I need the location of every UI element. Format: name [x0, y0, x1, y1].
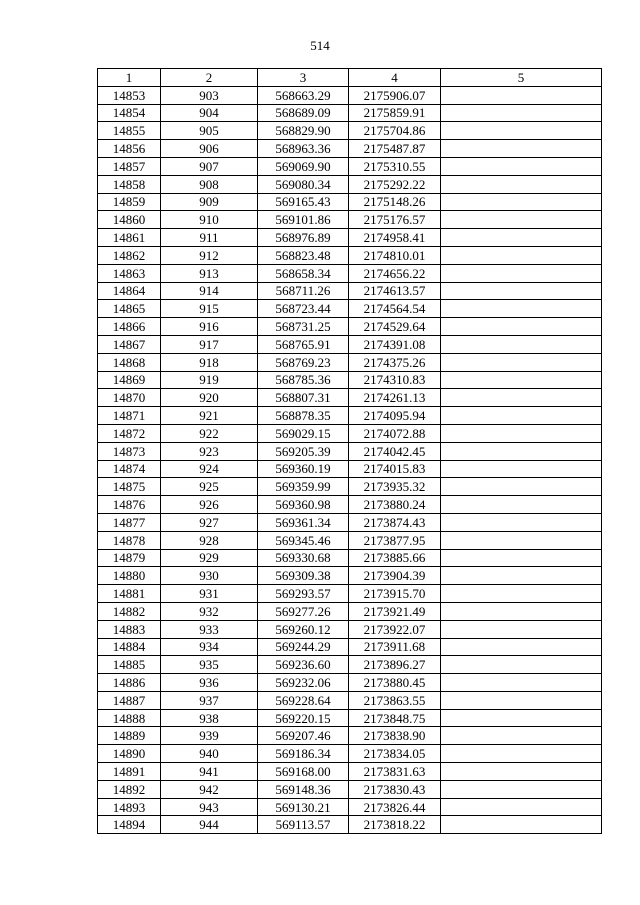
table-cell-col-3: 569309.38 — [258, 567, 349, 585]
table-cell-col-3: 569359.99 — [258, 478, 349, 496]
table-row — [98, 318, 602, 336]
table-cell-col-3: 568785.36 — [258, 371, 349, 389]
table-row — [98, 300, 602, 318]
table-cell-col-4: 2174564.54 — [349, 300, 441, 318]
table-cell-col-4: 2173896.27 — [349, 656, 441, 674]
table-cell-col-5 — [441, 442, 602, 460]
table-cell-col-1: 14862 — [98, 246, 161, 264]
table-cell-col-4: 2173922.07 — [349, 620, 441, 638]
table-cell-col-2: 925 — [161, 478, 258, 496]
table-cell-col-4: 2174015.83 — [349, 460, 441, 478]
table-cell-col-1: 14889 — [98, 727, 161, 745]
table-cell-col-2: 924 — [161, 460, 258, 478]
table-cell-col-1: 14881 — [98, 585, 161, 603]
table-cell-col-2: 927 — [161, 513, 258, 531]
table-cell-col-4: 2173904.39 — [349, 567, 441, 585]
table-cell-col-3: 568769.23 — [258, 353, 349, 371]
table-cell-col-5 — [441, 585, 602, 603]
table-cell-col-4: 2173935.32 — [349, 478, 441, 496]
table-cell-col-4: 2174310.83 — [349, 371, 441, 389]
table-row — [98, 727, 602, 745]
table-cell-col-1: 14887 — [98, 691, 161, 709]
table-row — [98, 478, 602, 496]
table-cell-col-5 — [441, 211, 602, 229]
table-row — [98, 674, 602, 692]
table-cell-col-5 — [441, 157, 602, 175]
table-cell-col-1: 14875 — [98, 478, 161, 496]
table-cell-col-3: 569277.26 — [258, 602, 349, 620]
table-cell-col-5 — [441, 460, 602, 478]
table-cell-col-2: 911 — [161, 229, 258, 247]
table-cell-col-1: 14861 — [98, 229, 161, 247]
table-cell-col-5 — [441, 620, 602, 638]
table-cell-col-1: 14859 — [98, 193, 161, 211]
table-cell-col-2: 931 — [161, 585, 258, 603]
table-cell-col-2: 904 — [161, 104, 258, 122]
table-cell-col-1: 14877 — [98, 513, 161, 531]
column-header-5: 5 — [441, 69, 602, 87]
table-cell-col-3: 569207.46 — [258, 727, 349, 745]
table-row — [98, 513, 602, 531]
table-row — [98, 157, 602, 175]
table-row — [98, 175, 602, 193]
table-cell-col-5 — [441, 353, 602, 371]
table-cell-col-3: 569236.60 — [258, 656, 349, 674]
table-cell-col-3: 569168.00 — [258, 763, 349, 781]
table-cell-col-5 — [441, 496, 602, 514]
table-cell-col-2: 937 — [161, 691, 258, 709]
table-cell-col-3: 569228.64 — [258, 691, 349, 709]
table-row — [98, 798, 602, 816]
table-cell-col-1: 14890 — [98, 745, 161, 763]
table-cell-col-2: 909 — [161, 193, 258, 211]
table-cell-col-4: 2173818.22 — [349, 816, 441, 834]
table-cell-col-5 — [441, 407, 602, 425]
table-cell-col-3: 568663.29 — [258, 86, 349, 104]
column-header-4: 4 — [349, 69, 441, 87]
table-cell-col-4: 2173826.44 — [349, 798, 441, 816]
table-cell-col-4: 2174656.22 — [349, 264, 441, 282]
table-cell-col-5 — [441, 424, 602, 442]
table-cell-col-5 — [441, 798, 602, 816]
table-cell-col-5 — [441, 140, 602, 158]
table-cell-col-4: 2174095.94 — [349, 407, 441, 425]
table-cell-col-1: 14878 — [98, 531, 161, 549]
table-cell-col-2: 921 — [161, 407, 258, 425]
table-cell-col-3: 568829.90 — [258, 122, 349, 140]
table-cell-col-3: 569232.06 — [258, 674, 349, 692]
table-row — [98, 602, 602, 620]
table-cell-col-2: 932 — [161, 602, 258, 620]
table-cell-col-1: 14874 — [98, 460, 161, 478]
table-cell-col-3: 569220.15 — [258, 709, 349, 727]
table-cell-col-4: 2173880.45 — [349, 674, 441, 692]
table-row — [98, 140, 602, 158]
table-cell-col-1: 14853 — [98, 86, 161, 104]
table-cell-col-4: 2174613.57 — [349, 282, 441, 300]
table-cell-col-4: 2173880.24 — [349, 496, 441, 514]
table-cell-col-2: 940 — [161, 745, 258, 763]
table-row — [98, 86, 602, 104]
table-cell-col-5 — [441, 318, 602, 336]
table-cell-col-4: 2174391.08 — [349, 335, 441, 353]
table-cell-col-3: 569101.86 — [258, 211, 349, 229]
table-cell-col-4: 2173831.63 — [349, 763, 441, 781]
table-cell-col-3: 569029.15 — [258, 424, 349, 442]
table-cell-col-1: 14872 — [98, 424, 161, 442]
table-cell-col-4: 2173915.70 — [349, 585, 441, 603]
table-cell-col-5 — [441, 763, 602, 781]
table-row — [98, 104, 602, 122]
table-cell-col-4: 2174261.13 — [349, 389, 441, 407]
table-cell-col-4: 2175704.86 — [349, 122, 441, 140]
table-cell-col-5 — [441, 549, 602, 567]
table-cell-col-5 — [441, 246, 602, 264]
table-cell-col-2: 930 — [161, 567, 258, 585]
table-row — [98, 763, 602, 781]
table-cell-col-1: 14870 — [98, 389, 161, 407]
table-cell-col-1: 14892 — [98, 780, 161, 798]
table-cell-col-3: 569260.12 — [258, 620, 349, 638]
table-cell-col-1: 14869 — [98, 371, 161, 389]
table-cell-col-5 — [441, 478, 602, 496]
table-cell-col-5 — [441, 300, 602, 318]
table-cell-col-2: 915 — [161, 300, 258, 318]
table-cell-col-4: 2173874.43 — [349, 513, 441, 531]
table-cell-col-4: 2173911.68 — [349, 638, 441, 656]
table-cell-col-1: 14883 — [98, 620, 161, 638]
table-cell-col-5 — [441, 691, 602, 709]
table-row — [98, 264, 602, 282]
table-row — [98, 816, 602, 834]
table-cell-col-3: 569080.34 — [258, 175, 349, 193]
table-cell-col-2: 933 — [161, 620, 258, 638]
table-cell-col-2: 944 — [161, 816, 258, 834]
table-cell-col-2: 943 — [161, 798, 258, 816]
column-header-1: 1 — [98, 69, 161, 87]
table-cell-col-2: 912 — [161, 246, 258, 264]
table-cell-col-5 — [441, 229, 602, 247]
table-cell-col-4: 2175292.22 — [349, 175, 441, 193]
table-cell-col-1: 14876 — [98, 496, 161, 514]
table-cell-col-2: 906 — [161, 140, 258, 158]
table-cell-col-5 — [441, 175, 602, 193]
table-cell-col-4: 2175487.87 — [349, 140, 441, 158]
table-cell-col-5 — [441, 122, 602, 140]
table-cell-col-1: 14880 — [98, 567, 161, 585]
table-cell-col-4: 2175176.57 — [349, 211, 441, 229]
table-cell-col-2: 941 — [161, 763, 258, 781]
table-cell-col-2: 934 — [161, 638, 258, 656]
table-cell-col-2: 928 — [161, 531, 258, 549]
table-row — [98, 407, 602, 425]
table-cell-col-1: 14868 — [98, 353, 161, 371]
table-cell-col-1: 14891 — [98, 763, 161, 781]
table-cell-col-2: 903 — [161, 86, 258, 104]
table-cell-col-1: 14894 — [98, 816, 161, 834]
table-cell-col-2: 939 — [161, 727, 258, 745]
table-cell-col-3: 569345.46 — [258, 531, 349, 549]
table-cell-col-5 — [441, 282, 602, 300]
table-cell-col-4: 2175310.55 — [349, 157, 441, 175]
table-cell-col-5 — [441, 531, 602, 549]
table-cell-col-3: 569360.98 — [258, 496, 349, 514]
table-row — [98, 229, 602, 247]
table-cell-col-3: 569069.90 — [258, 157, 349, 175]
table-cell-col-2: 922 — [161, 424, 258, 442]
table-cell-col-2: 936 — [161, 674, 258, 692]
table-cell-col-5 — [441, 389, 602, 407]
table-cell-col-5 — [441, 745, 602, 763]
table-row — [98, 442, 602, 460]
table-cell-col-2: 907 — [161, 157, 258, 175]
table-body — [98, 86, 602, 833]
table-cell-col-4: 2174375.26 — [349, 353, 441, 371]
table-cell-col-2: 916 — [161, 318, 258, 336]
table-cell-col-2: 938 — [161, 709, 258, 727]
table-cell-col-3: 568807.31 — [258, 389, 349, 407]
table-cell-col-1: 14879 — [98, 549, 161, 567]
table-cell-col-2: 905 — [161, 122, 258, 140]
table-cell-col-2: 942 — [161, 780, 258, 798]
table-cell-col-4: 2174072.88 — [349, 424, 441, 442]
table-row — [98, 389, 602, 407]
table-cell-col-1: 14873 — [98, 442, 161, 460]
table-row — [98, 211, 602, 229]
table-cell-col-2: 935 — [161, 656, 258, 674]
table-cell-col-3: 569293.57 — [258, 585, 349, 603]
table-cell-col-1: 14855 — [98, 122, 161, 140]
table-cell-col-2: 913 — [161, 264, 258, 282]
table-cell-col-4: 2173885.66 — [349, 549, 441, 567]
table-cell-col-1: 14863 — [98, 264, 161, 282]
table-cell-col-1: 14857 — [98, 157, 161, 175]
table-row — [98, 193, 602, 211]
table-cell-col-5 — [441, 602, 602, 620]
table-cell-col-5 — [441, 86, 602, 104]
table-cell-col-3: 569330.68 — [258, 549, 349, 567]
table-cell-col-5 — [441, 638, 602, 656]
table-cell-col-2: 908 — [161, 175, 258, 193]
table-row — [98, 335, 602, 353]
table-row — [98, 656, 602, 674]
table-cell-col-1: 14885 — [98, 656, 161, 674]
table-cell-col-5 — [441, 727, 602, 745]
table-cell-col-1: 14860 — [98, 211, 161, 229]
table-cell-col-4: 2173834.05 — [349, 745, 441, 763]
column-header-3: 3 — [258, 69, 349, 87]
table-cell-col-2: 923 — [161, 442, 258, 460]
table-row — [98, 585, 602, 603]
table-cell-col-5 — [441, 674, 602, 692]
table-cell-col-1: 14871 — [98, 407, 161, 425]
table-cell-col-1: 14865 — [98, 300, 161, 318]
table-cell-col-3: 569360.19 — [258, 460, 349, 478]
table-row — [98, 353, 602, 371]
table-cell-col-3: 568765.91 — [258, 335, 349, 353]
table-cell-col-3: 569244.29 — [258, 638, 349, 656]
table-cell-col-5 — [441, 264, 602, 282]
table-cell-col-1: 14888 — [98, 709, 161, 727]
table-row — [98, 282, 602, 300]
table-cell-col-1: 14854 — [98, 104, 161, 122]
table-cell-col-5 — [441, 335, 602, 353]
table-cell-col-4: 2175906.07 — [349, 86, 441, 104]
table-cell-col-1: 14856 — [98, 140, 161, 158]
table-cell-col-3: 568711.26 — [258, 282, 349, 300]
page-number: 514 — [310, 38, 330, 53]
table-cell-col-4: 2175859.91 — [349, 104, 441, 122]
table-row — [98, 709, 602, 727]
table-cell-col-4: 2174810.01 — [349, 246, 441, 264]
table-cell-col-2: 910 — [161, 211, 258, 229]
table-cell-col-4: 2173877.95 — [349, 531, 441, 549]
table-cell-col-3: 568878.35 — [258, 407, 349, 425]
table-cell-col-3: 568723.44 — [258, 300, 349, 318]
table-cell-col-5 — [441, 104, 602, 122]
table-cell-col-4: 2175148.26 — [349, 193, 441, 211]
table-cell-col-3: 568976.89 — [258, 229, 349, 247]
coordinates-table — [97, 68, 602, 834]
table-cell-col-3: 569148.36 — [258, 780, 349, 798]
table-cell-col-3: 569186.34 — [258, 745, 349, 763]
table-cell-col-5 — [441, 656, 602, 674]
table-cell-col-1: 14858 — [98, 175, 161, 193]
table-cell-col-2: 914 — [161, 282, 258, 300]
table-cell-col-3: 569165.43 — [258, 193, 349, 211]
table-cell-col-2: 918 — [161, 353, 258, 371]
table-cell-col-3: 568658.34 — [258, 264, 349, 282]
table-cell-col-3: 569130.21 — [258, 798, 349, 816]
table-cell-col-4: 2174529.64 — [349, 318, 441, 336]
table-cell-col-3: 568731.25 — [258, 318, 349, 336]
table-row — [98, 567, 602, 585]
table-cell-col-1: 14867 — [98, 335, 161, 353]
table-cell-col-1: 14886 — [98, 674, 161, 692]
table-row — [98, 691, 602, 709]
table-cell-col-3: 569205.39 — [258, 442, 349, 460]
table-cell-col-1: 14864 — [98, 282, 161, 300]
table-cell-col-5 — [441, 371, 602, 389]
table-row — [98, 460, 602, 478]
column-header-2: 2 — [161, 69, 258, 87]
table-cell-col-4: 2173921.49 — [349, 602, 441, 620]
table-cell-col-1: 14866 — [98, 318, 161, 336]
table-cell-col-3: 568823.48 — [258, 246, 349, 264]
table-row — [98, 620, 602, 638]
table-cell-col-2: 926 — [161, 496, 258, 514]
table-row — [98, 780, 602, 798]
table-cell-col-5 — [441, 780, 602, 798]
table-header-row — [98, 69, 602, 87]
table-cell-col-2: 929 — [161, 549, 258, 567]
table-cell-col-1: 14893 — [98, 798, 161, 816]
table-cell-col-1: 14884 — [98, 638, 161, 656]
table-cell-col-4: 2173838.90 — [349, 727, 441, 745]
table-cell-col-4: 2173848.75 — [349, 709, 441, 727]
table-row — [98, 424, 602, 442]
table-cell-col-3: 569113.57 — [258, 816, 349, 834]
table-cell-col-2: 919 — [161, 371, 258, 389]
table-row — [98, 246, 602, 264]
table-cell-col-4: 2174042.45 — [349, 442, 441, 460]
table-cell-col-4: 2173830.43 — [349, 780, 441, 798]
table-row — [98, 549, 602, 567]
table-cell-col-1: 14882 — [98, 602, 161, 620]
table-cell-col-3: 569361.34 — [258, 513, 349, 531]
table-row — [98, 496, 602, 514]
table-row — [98, 371, 602, 389]
table-cell-col-3: 568963.36 — [258, 140, 349, 158]
table-cell-col-5 — [441, 816, 602, 834]
table-cell-col-2: 920 — [161, 389, 258, 407]
table-cell-col-4: 2173863.55 — [349, 691, 441, 709]
table-cell-col-5 — [441, 567, 602, 585]
table-cell-col-3: 568689.09 — [258, 104, 349, 122]
table-cell-col-2: 917 — [161, 335, 258, 353]
table-row — [98, 638, 602, 656]
table-cell-col-5 — [441, 709, 602, 727]
table-row — [98, 531, 602, 549]
table-row — [98, 122, 602, 140]
table-row — [98, 745, 602, 763]
table-cell-col-5 — [441, 513, 602, 531]
table-cell-col-5 — [441, 193, 602, 211]
table-cell-col-4: 2174958.41 — [349, 229, 441, 247]
